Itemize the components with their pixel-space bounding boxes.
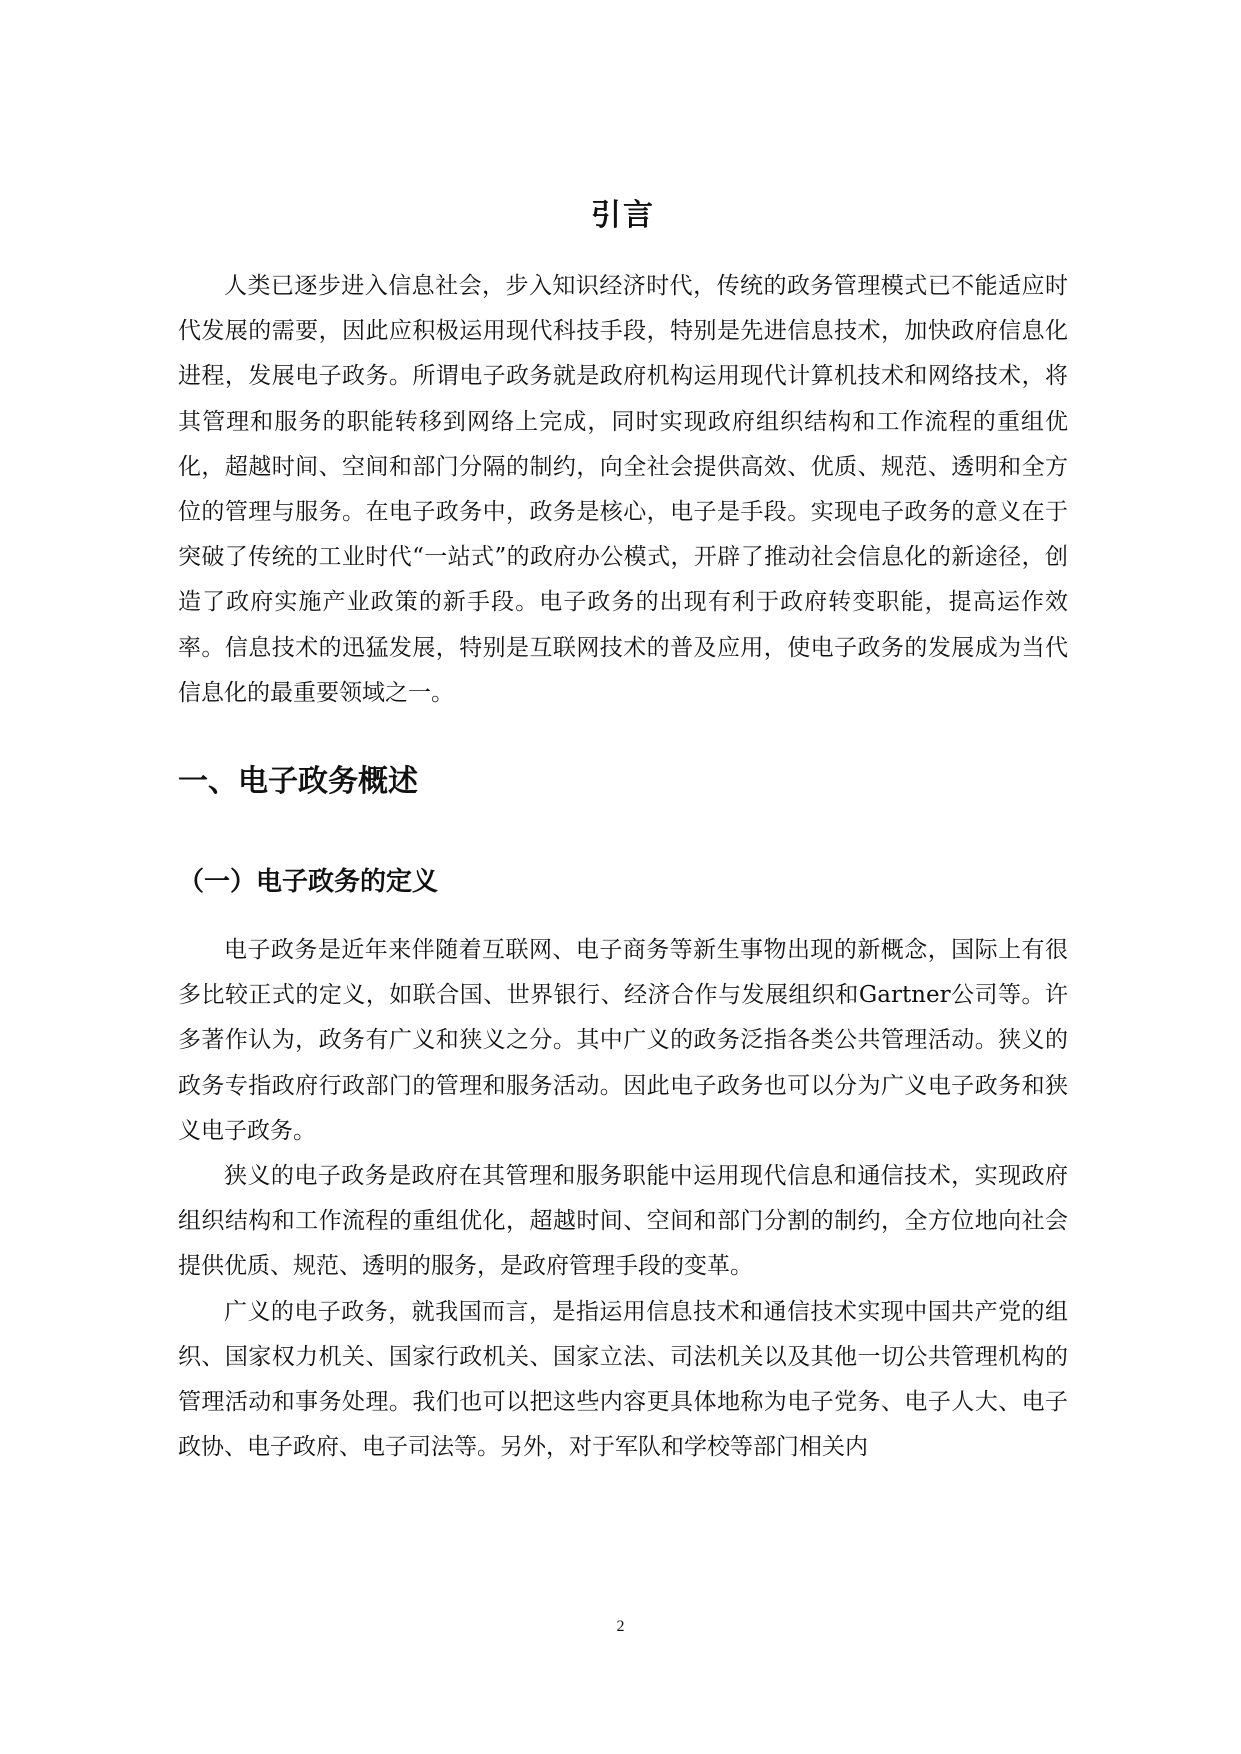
definition-paragraph: 电子政务是近年来伴随着互联网、电子商务等新生事物出现的新概念，国际上有很多比较正式的定义，如联合国、世界银行、经济合作与发展组织和Gartner公司等。许多著作认为，政务有广义和狭义之分。其中广义的政务泛指各类公共管理活动。狭义的政务专指政府行政部门的管理和服务活动。因此电子政务也可以分为广义电子政务和狭义电子政务。 bbox=[178, 937, 1068, 1144]
page-title: 引言 bbox=[591, 198, 655, 233]
subsection-heading: （一）电子政务的定义 bbox=[178, 867, 439, 898]
section-heading: 一、电子政务概述 bbox=[178, 764, 418, 800]
definition-paragraph: 广义的电子政务，就我国而言，是指运用信息技术和通信技术实现中国共产党的组织、国家权力机关、国家行政机关、国家立法、司法机关以及其他一切公共管理机构的管理活动和事务处理。我们也可以把这些内容更具体地称为电子党务、电子人大、电子政协、电子政府、电子司法等。另外，对于军队和学校等部门相关内 bbox=[178, 1298, 1068, 1461]
definition-paragraph: 狭义的电子政务是政府在其管理和服务职能中运用现代信息和通信技术，实现政府组织结构和工作流程的重组优化，超越时间、空间和部门分割的制约，全方位地向社会提供优质、规范、透明的服务，是政府管理手段的变革。 bbox=[178, 1163, 1068, 1280]
page-content bbox=[178, 190, 1068, 1470]
page-number: 2 bbox=[616, 1618, 625, 1635]
intro-paragraph: 人类已逐步进入信息社会，步入知识经济时代，传统的政务管理模式已不能适应时代发展的需要，因此应积极运用现代科技手段，特别是先进信息技术，加快政府信息化进程，发展电子政务。所谓电子政务就是政府机构运用现代计算机技术和网络技术，将其管理和服务的职能转移到网络上完成，同时实现政府组织结构和工作流程的重组优化，超越时间、空间和部门分隔的制约，向全社会提供高效、优质、规范、透明和全方位的管理与服务。在电子政务中，政务是核心，电子是手段。实现电子政务的意义在于突破了传统的工业时代“一站式”的政府办公模式，开辟了推动社会信息化的新途径，创造了政府实施产业政策的新手段。电子政务的出现有利于政府转变职能，提高运作效率。信息技术的迅猛发展，特别是互联网技术的普及应用，使电子政务的发展成为当代信息化的最重要领域之一。 bbox=[178, 273, 1068, 706]
